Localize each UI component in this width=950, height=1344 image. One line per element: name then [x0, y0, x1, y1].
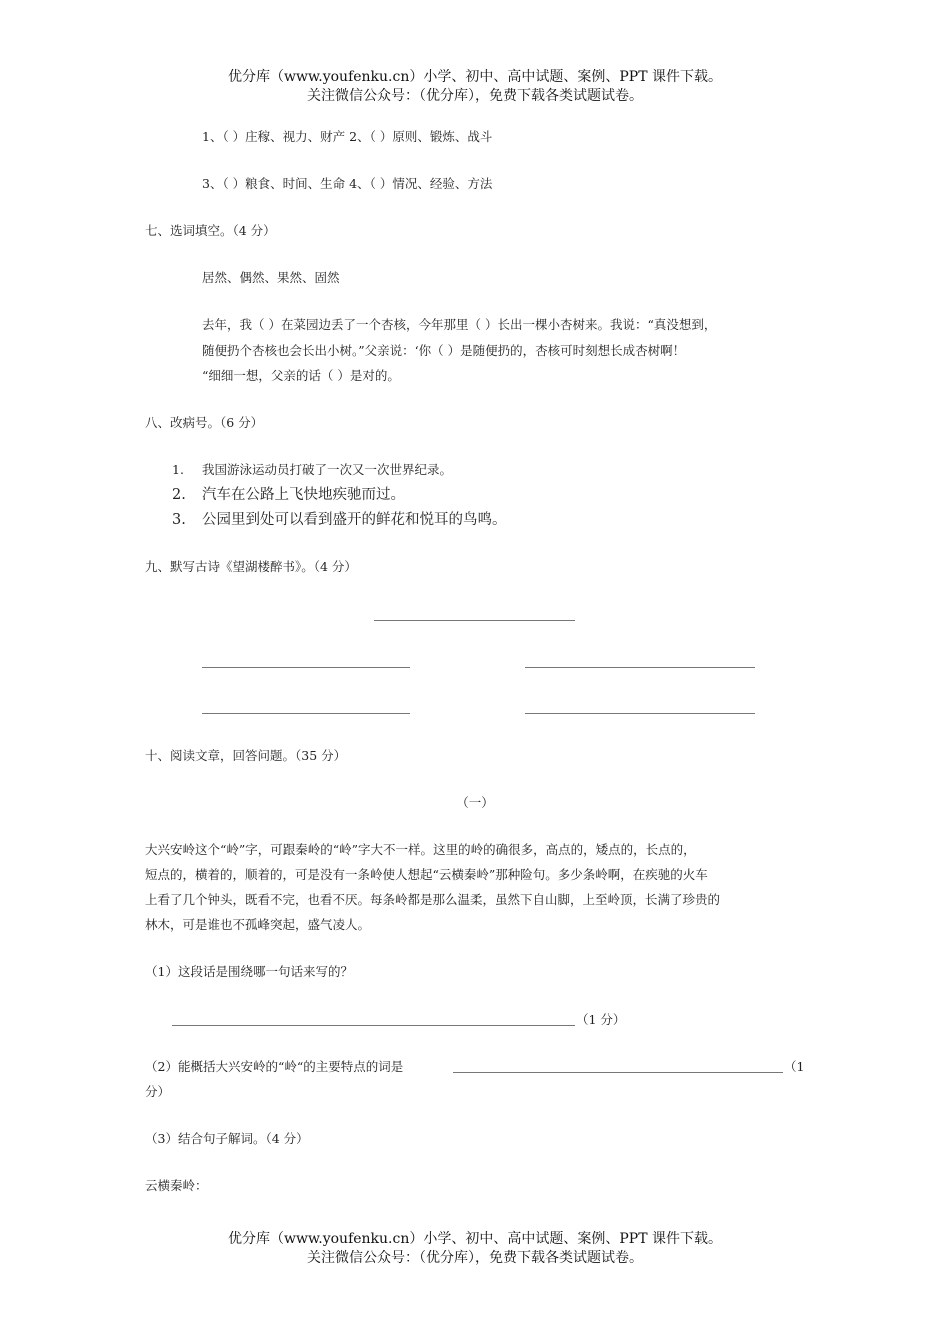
- poem-line-blank[interactable]: [202, 667, 410, 668]
- passage-line: 大兴安岭这个“岭”字，可跟秦岭的“岭”字大不一样。这里的岭的确很多，高点的，矮点的，长点的，: [145, 842, 696, 857]
- q10-sub1-score: （1 分）: [576, 1012, 626, 1027]
- q8-item-number: 1.: [172, 462, 184, 477]
- q10-sub3: （3）结合句子解词。（4 分）: [145, 1131, 309, 1146]
- term-to-explain: 云横秦岭：: [145, 1178, 208, 1193]
- q8-item-text: 汽车在公路上飞快地疾驰而过。: [202, 487, 405, 503]
- q7-title: 七、选词填空。（4 分）: [145, 223, 276, 238]
- page-header-line-2: 关注微信公众号：（优分库），免费下载各类试题试卷。: [307, 88, 643, 104]
- poem-line-blank[interactable]: [525, 713, 755, 714]
- answer-blank[interactable]: [172, 1025, 575, 1026]
- q6-options-row-1: 1、（ ）庄稼、视力、财产 2、（ ）原则、锻炼、战斗: [202, 129, 493, 144]
- q8-title: 八、改病号。（6 分）: [145, 415, 264, 430]
- q8-item-number: 2.: [172, 487, 186, 503]
- poem-title-blank[interactable]: [374, 620, 575, 621]
- poem-line-blank[interactable]: [202, 713, 410, 714]
- poem-line-blank[interactable]: [525, 667, 755, 668]
- q10-title: 十、阅读文章，回答问题。（35 分）: [145, 748, 347, 763]
- passage-line: 林木，可是谁也不孤峰突起，盛气凌人。: [145, 917, 371, 932]
- passage-line: 短点的，横着的，顺着的，可是没有一条岭使人想起“云横秦岭”那种险句。多少条岭啊，在疾驰的火车: [145, 867, 708, 882]
- q10-sub2-score: （1: [784, 1059, 805, 1074]
- q8-item-number: 3.: [172, 512, 186, 528]
- q7-line-3: “细细一想，父亲的话（ ）是对的。: [202, 368, 400, 383]
- page-footer-line-2: 关注微信公众号：（优分库），免费下载各类试题试卷。: [307, 1250, 643, 1266]
- q8-item-text: 我国游泳运动员打破了一次又一次世界纪录。: [202, 462, 453, 477]
- q10-sub1: （1）这段话是围绕哪一句话来写的？: [145, 964, 353, 979]
- page-header-line-1: 优分库（www.youfenku.cn）小学、初中、高中试题、案例、PPT 课件下载。: [227, 69, 722, 85]
- answer-blank[interactable]: [453, 1072, 783, 1073]
- q7-word-choices: 居然、偶然、果然、固然: [202, 270, 340, 285]
- q10-sub2: （2）能概括大兴安岭的“岭“的主要特点的词是: [145, 1059, 404, 1074]
- q10-sub2-score-cont: 分）: [145, 1084, 171, 1099]
- passage-line: 上看了几个钟头，既看不完，也看不厌。每条岭都是那么温柔，虽然下自山脚，上至岭顶，长满了珍贵的: [145, 892, 721, 907]
- q6-options-row-2: 3、（ ）粮食、时间、生命 4、（ ）情况、经验、方法: [202, 176, 493, 191]
- page-footer-line-1: 优分库（www.youfenku.cn）小学、初中、高中试题、案例、PPT 课件下载。: [227, 1231, 722, 1247]
- q7-line-2: 随便扔个杏核也会长出小树。”父亲说：‘你（ ）是随便扔的，杏核可时刻想长成杏树啊！: [202, 343, 686, 358]
- q9-title: 九、默写古诗《望湖楼醉书》。（4 分）: [145, 559, 357, 574]
- section-label: （一）: [456, 795, 494, 810]
- q7-line-1: 去年，我（ ）在菜园边丢了一个杏核，今年那里（ ）长出一棵小杏树来。我说：“真没想到，: [202, 317, 717, 332]
- q8-item-text: 公园里到处可以看到盛开的鲜花和悦耳的鸟鸣。: [202, 512, 507, 528]
